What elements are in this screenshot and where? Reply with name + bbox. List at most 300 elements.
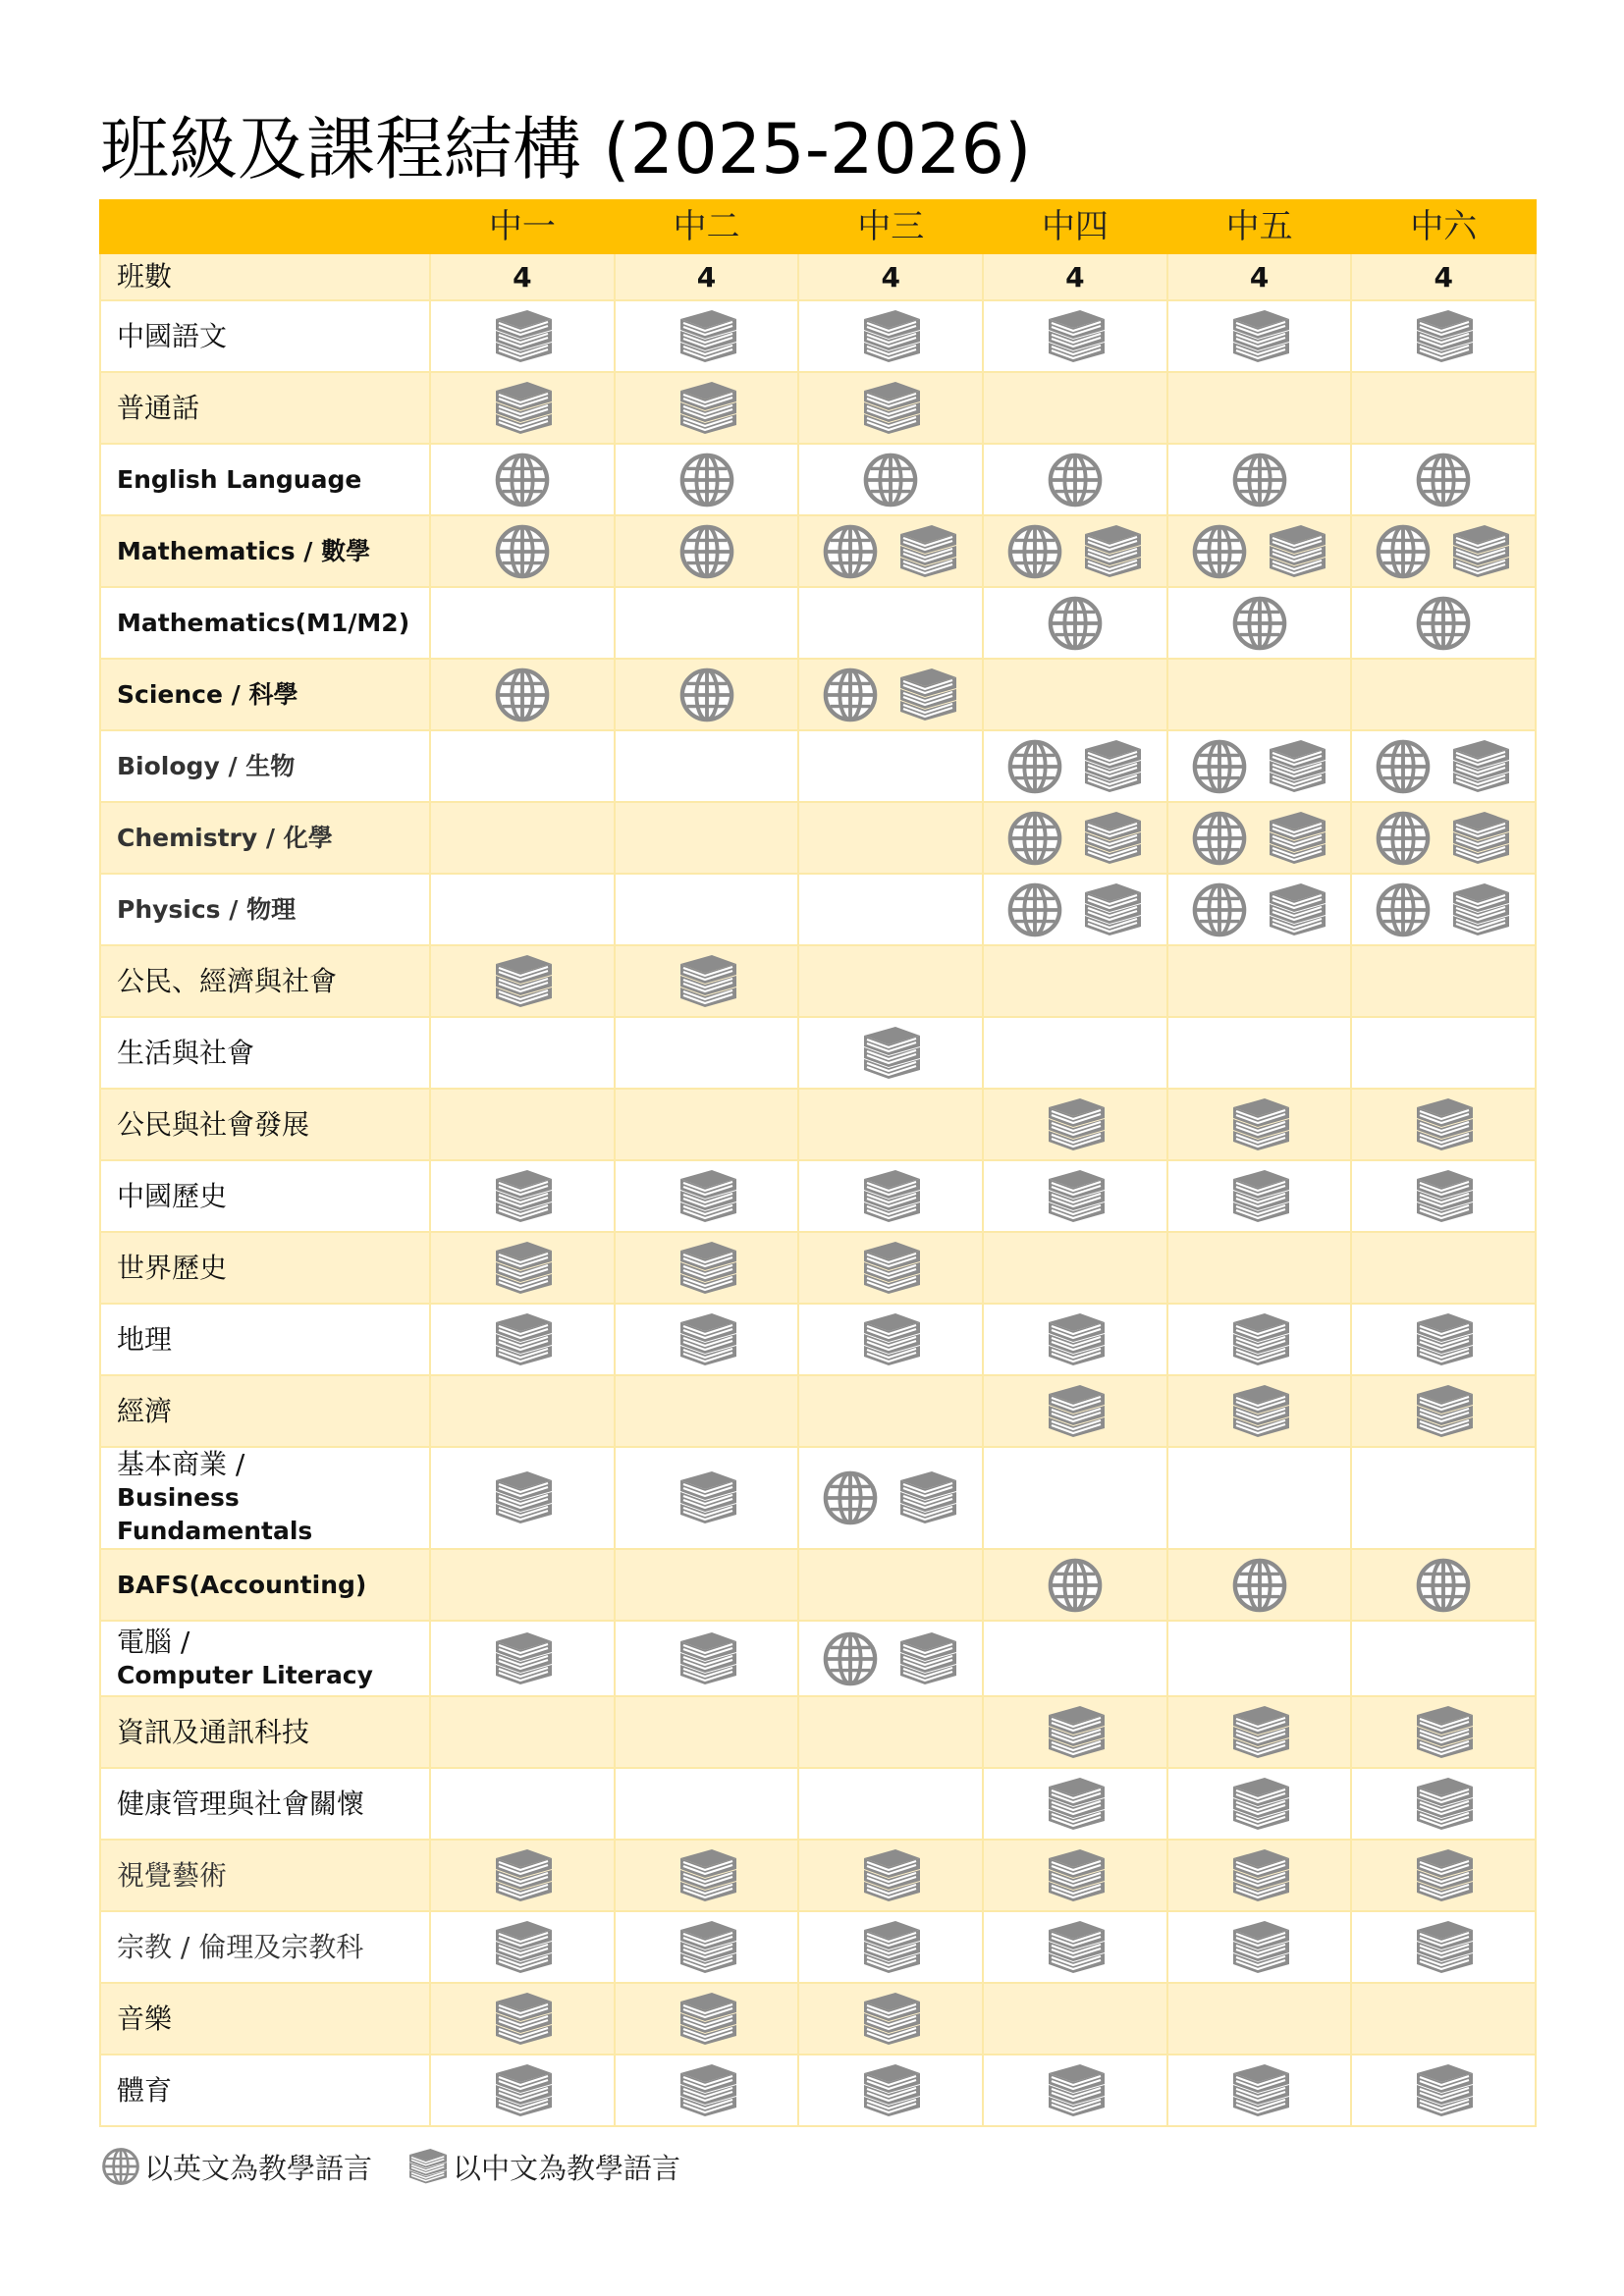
- subject-cell: [1351, 802, 1536, 874]
- books-icon: [894, 1468, 959, 1527]
- subject-cell: [615, 1696, 799, 1768]
- subject-cell: [798, 1375, 983, 1447]
- books-icon: [675, 1239, 739, 1298]
- globe-icon: [822, 1630, 879, 1687]
- subject-cell: [615, 1375, 799, 1447]
- subject-label: [100, 300, 430, 372]
- globe-icon: [1006, 810, 1063, 867]
- globe-icon: [1375, 881, 1432, 938]
- subject-cell: [798, 802, 983, 874]
- books-icon: [1227, 1918, 1292, 1977]
- subject-cell: [1351, 1911, 1536, 1983]
- subject-label: [100, 945, 430, 1017]
- subject-cell: [798, 2055, 983, 2126]
- subject-cell: [1167, 1160, 1352, 1232]
- subject-name: 宗教 / 倫理及宗教科: [117, 1930, 364, 1963]
- subject-cell: [1167, 1911, 1352, 1983]
- subject-cell: [615, 1983, 799, 2055]
- books-icon: [675, 1310, 739, 1369]
- subject-cell: [983, 2055, 1167, 2126]
- class-count-value: 4: [615, 253, 799, 300]
- books-icon: [675, 1846, 739, 1905]
- subject-name: 生活與社會: [117, 1036, 255, 1069]
- books-icon: [858, 2061, 923, 2120]
- subject-cell: [1351, 1621, 1536, 1696]
- globe-icon: [1231, 452, 1288, 508]
- subject-cell: [983, 1089, 1167, 1160]
- globe-icon: [822, 667, 879, 723]
- books-icon: [490, 379, 555, 438]
- globe-icon: [678, 523, 735, 580]
- grade-header: 中一: [430, 200, 615, 253]
- subject-name: 視覺藝術: [117, 1858, 228, 1892]
- subject-row: [100, 874, 1536, 945]
- subject-cell: [430, 1232, 615, 1304]
- globe-icon: [1191, 738, 1248, 795]
- subject-cell: [983, 659, 1167, 730]
- globe-icon: [494, 523, 551, 580]
- books-icon: [858, 1846, 923, 1905]
- class-count-value: 4: [798, 253, 983, 300]
- subject-cell: [983, 874, 1167, 945]
- header-corner: [100, 200, 430, 253]
- subject-cell: [798, 945, 983, 1017]
- books-icon: [1447, 809, 1512, 868]
- books-icon: [675, 952, 739, 1011]
- subject-cell: [615, 300, 799, 372]
- subject-name-english: Computer Literacy: [117, 1660, 373, 1689]
- subject-cell: [615, 1232, 799, 1304]
- subject-cell: [615, 1840, 799, 1911]
- books-icon: [1079, 522, 1144, 581]
- books-icon: [1227, 1775, 1292, 1834]
- page-title: 班級及課程結構 (2025-2026): [100, 109, 1032, 189]
- subject-row: [100, 1160, 1536, 1232]
- subject-cell: [983, 945, 1167, 1017]
- books-icon: [1079, 737, 1144, 796]
- subject-cell: [615, 1304, 799, 1375]
- subject-cell: [430, 1375, 615, 1447]
- subject-cell: [798, 1304, 983, 1375]
- subject-cell: [430, 945, 615, 1017]
- grade-header: 中二: [615, 200, 799, 253]
- books-icon: [1227, 1382, 1292, 1441]
- legend-english: [101, 2147, 372, 2187]
- subject-cell: [983, 444, 1167, 515]
- subject-cell: [1351, 1089, 1536, 1160]
- subject-row: [100, 1232, 1536, 1304]
- subject-cell: [1167, 587, 1352, 659]
- books-icon: [1227, 1167, 1292, 1226]
- subject-row: [100, 587, 1536, 659]
- subject-cell: [1351, 1983, 1536, 2055]
- subject-label: [100, 1304, 430, 1375]
- subject-cell: [430, 2055, 615, 2126]
- subject-cell: [430, 802, 615, 874]
- subject-cell: [430, 1983, 615, 2055]
- subject-cell: [798, 515, 983, 587]
- subject-name: Science / 科學: [117, 679, 298, 709]
- subject-row: [100, 659, 1536, 730]
- globe-icon: [1415, 1557, 1472, 1614]
- subject-row: [100, 1017, 1536, 1089]
- books-icon: [675, 2061, 739, 2120]
- subject-cell: [1351, 1696, 1536, 1768]
- books-icon: [1227, 2061, 1292, 2120]
- subject-label: [100, 1375, 430, 1447]
- subject-cell: [983, 1304, 1167, 1375]
- subject-row: [100, 1696, 1536, 1768]
- books-icon: [1411, 307, 1476, 366]
- subject-cell: [430, 1089, 615, 1160]
- subject-row: [100, 444, 1536, 515]
- books-icon: [675, 1918, 739, 1977]
- subject-cell: [983, 1549, 1167, 1621]
- books-icon: [1227, 1846, 1292, 1905]
- books-icon: [1264, 522, 1328, 581]
- subject-cell: [615, 1621, 799, 1696]
- books-icon: [1264, 737, 1328, 796]
- grade-header: 中六: [1351, 200, 1536, 253]
- books-icon: [1411, 1846, 1476, 1905]
- subject-cell: [1167, 874, 1352, 945]
- subject-cell: [430, 444, 615, 515]
- subject-cell: [615, 587, 799, 659]
- subject-name: 普通話: [117, 391, 200, 424]
- subject-name: 世界歷史: [117, 1251, 228, 1284]
- globe-icon: [1375, 523, 1432, 580]
- subject-cell: [615, 802, 799, 874]
- legend-chinese: [406, 2147, 680, 2187]
- globe-icon: [862, 452, 919, 508]
- subject-cell: [1167, 659, 1352, 730]
- subject-cell: [1167, 2055, 1352, 2126]
- subject-cell: [1167, 730, 1352, 802]
- books-icon: [1043, 1846, 1108, 1905]
- subject-cell: [1351, 1549, 1536, 1621]
- subject-name: Biology / 生物: [117, 751, 296, 780]
- subject-cell: [615, 1160, 799, 1232]
- subject-name: Mathematics(M1/M2): [117, 608, 410, 637]
- subject-cell: [983, 1160, 1167, 1232]
- class-count-value: 4: [983, 253, 1167, 300]
- subject-cell: [983, 730, 1167, 802]
- class-count-label: 班數: [100, 253, 430, 300]
- subject-label: [100, 515, 430, 587]
- subject-cell: [1351, 1840, 1536, 1911]
- subject-cell: [1351, 1304, 1536, 1375]
- subject-label: [100, 1447, 430, 1549]
- books-icon: [858, 307, 923, 366]
- books-icon: [490, 1468, 555, 1527]
- globe-icon: [1415, 595, 1472, 652]
- subject-cell: [1167, 1768, 1352, 1840]
- subject-cell: [1351, 587, 1536, 659]
- globe-icon: [1231, 595, 1288, 652]
- globe-icon: [1006, 881, 1063, 938]
- subject-cell: [615, 2055, 799, 2126]
- books-icon: [1043, 1382, 1108, 1441]
- subject-cell: [983, 1621, 1167, 1696]
- subject-cell: [1351, 659, 1536, 730]
- books-icon: [1227, 1095, 1292, 1154]
- subject-cell: [615, 1017, 799, 1089]
- globe-icon: [1191, 881, 1248, 938]
- subject-label: [100, 1549, 430, 1621]
- subject-cell: [430, 659, 615, 730]
- subject-cell: [983, 372, 1167, 444]
- subject-cell: [798, 1017, 983, 1089]
- subject-label: [100, 2055, 430, 2126]
- subject-cell: [1167, 1840, 1352, 1911]
- globe-icon: [1191, 523, 1248, 580]
- subject-name: Physics / 物理: [117, 894, 297, 924]
- subject-name-english: Business Fundamentals: [117, 1483, 313, 1545]
- subject-label: [100, 1911, 430, 1983]
- globe-icon: [678, 452, 735, 508]
- books-icon: [1411, 1775, 1476, 1834]
- globe-icon: [1231, 1557, 1288, 1614]
- subject-cell: [615, 1089, 799, 1160]
- books-icon: [675, 1990, 739, 2049]
- subject-cell: [1167, 515, 1352, 587]
- books-icon: [1411, 1310, 1476, 1369]
- subject-name: 中國歷史: [117, 1179, 228, 1212]
- subject-cell: [983, 515, 1167, 587]
- subject-name: 中國語文: [117, 319, 228, 352]
- subject-cell: [1167, 1017, 1352, 1089]
- legend: [101, 2142, 714, 2191]
- subject-label: [100, 659, 430, 730]
- subject-cell: [1167, 1089, 1352, 1160]
- subject-row: [100, 1447, 1536, 1549]
- subject-cell: [615, 1447, 799, 1549]
- subject-cell: [1167, 802, 1352, 874]
- subject-cell: [1351, 730, 1536, 802]
- subject-cell: [1167, 1304, 1352, 1375]
- subject-cell: [983, 1768, 1167, 1840]
- books-icon: [406, 2147, 449, 2186]
- subject-name: 體育: [117, 2073, 173, 2107]
- books-icon: [858, 1239, 923, 1298]
- books-icon: [858, 1024, 923, 1083]
- subject-cell: [1167, 1983, 1352, 2055]
- subject-label: [100, 372, 430, 444]
- subject-cell: [983, 1911, 1167, 1983]
- subject-cell: [798, 1549, 983, 1621]
- subject-cell: [1167, 444, 1352, 515]
- subject-cell: [798, 1232, 983, 1304]
- grade-header: 中五: [1167, 200, 1352, 253]
- globe-icon: [822, 523, 879, 580]
- globe-icon: [494, 452, 551, 508]
- subject-cell: [1167, 1447, 1352, 1549]
- subject-cell: [1167, 1232, 1352, 1304]
- grade-header: 中三: [798, 200, 983, 253]
- books-icon: [894, 666, 959, 724]
- grade-header: 中四: [983, 200, 1167, 253]
- subject-name: Mathematics / 數學: [117, 536, 371, 565]
- subject-cell: [430, 515, 615, 587]
- curriculum-table: [99, 199, 1537, 2127]
- subject-cell: [798, 1983, 983, 2055]
- subject-cell: [798, 1840, 983, 1911]
- books-icon: [675, 1629, 739, 1688]
- subject-cell: [1351, 1375, 1536, 1447]
- subject-cell: [798, 300, 983, 372]
- subject-name: BAFS(Accounting): [117, 1570, 367, 1599]
- books-icon: [1043, 1775, 1108, 1834]
- books-icon: [1043, 307, 1108, 366]
- subject-label: [100, 1017, 430, 1089]
- class-count-value: 4: [430, 253, 615, 300]
- books-icon: [858, 1167, 923, 1226]
- subject-cell: [430, 1696, 615, 1768]
- books-icon: [1227, 1310, 1292, 1369]
- subject-cell: [798, 1089, 983, 1160]
- subject-row: [100, 802, 1536, 874]
- subject-cell: [430, 1621, 615, 1696]
- subject-cell: [1351, 444, 1536, 515]
- subject-cell: [430, 730, 615, 802]
- subject-cell: [1351, 1017, 1536, 1089]
- globe-icon: [101, 2147, 140, 2186]
- subject-cell: [615, 945, 799, 1017]
- books-icon: [858, 1990, 923, 2049]
- subject-name: 電腦 /: [117, 1625, 190, 1658]
- subject-cell: [983, 300, 1167, 372]
- globe-icon: [494, 667, 551, 723]
- books-icon: [490, 1918, 555, 1977]
- books-icon: [1447, 522, 1512, 581]
- books-icon: [675, 1468, 739, 1527]
- books-icon: [1411, 1382, 1476, 1441]
- subject-cell: [615, 515, 799, 587]
- subject-cell: [983, 1017, 1167, 1089]
- globe-icon: [1415, 452, 1472, 508]
- books-icon: [490, 1846, 555, 1905]
- subject-name: 基本商業 /: [117, 1448, 245, 1480]
- subject-cell: [1351, 1160, 1536, 1232]
- subject-cell: [1167, 372, 1352, 444]
- subject-cell: [1167, 945, 1352, 1017]
- books-icon: [1079, 881, 1144, 939]
- subject-row: [100, 1549, 1536, 1621]
- subject-cell: [798, 372, 983, 444]
- class-count-row: [100, 253, 1536, 300]
- subject-cell: [430, 1840, 615, 1911]
- subject-cell: [615, 1911, 799, 1983]
- subject-cell: [798, 1696, 983, 1768]
- subject-row: [100, 1375, 1536, 1447]
- legend-english-label: 以英文為教學語言: [144, 2151, 373, 2185]
- subject-name: 公民、經濟與社會: [117, 964, 338, 997]
- subject-name: Chemistry / 化學: [117, 823, 333, 852]
- subject-row: [100, 945, 1536, 1017]
- subject-cell: [615, 1768, 799, 1840]
- subject-cell: [1351, 2055, 1536, 2126]
- subject-cell: [1167, 1375, 1352, 1447]
- class-count-value: 4: [1167, 253, 1352, 300]
- subject-cell: [1351, 372, 1536, 444]
- subject-cell: [430, 1160, 615, 1232]
- books-icon: [1043, 1310, 1108, 1369]
- books-icon: [1079, 809, 1144, 868]
- subject-row: [100, 2055, 1536, 2126]
- globe-icon: [1375, 810, 1432, 867]
- legend-chinese-label: 以中文為教學語言: [453, 2151, 681, 2185]
- books-icon: [858, 1918, 923, 1977]
- subject-row: [100, 1089, 1536, 1160]
- subject-cell: [615, 874, 799, 945]
- books-icon: [490, 1239, 555, 1298]
- subject-cell: [615, 372, 799, 444]
- subject-cell: [983, 1232, 1167, 1304]
- books-icon: [1411, 1918, 1476, 1977]
- subject-cell: [430, 1304, 615, 1375]
- books-icon: [894, 1629, 959, 1688]
- subject-cell: [430, 1017, 615, 1089]
- subject-name: 地理: [117, 1322, 173, 1356]
- subject-cell: [1351, 874, 1536, 945]
- subject-label: [100, 1621, 430, 1696]
- subject-cell: [430, 587, 615, 659]
- subject-cell: [430, 1549, 615, 1621]
- subject-cell: [1351, 1447, 1536, 1549]
- globe-icon: [1191, 810, 1248, 867]
- subject-label: [100, 1696, 430, 1768]
- globe-icon: [1047, 1557, 1104, 1614]
- subject-row: [100, 515, 1536, 587]
- books-icon: [675, 307, 739, 366]
- subject-cell: [430, 1911, 615, 1983]
- subject-label: [100, 1983, 430, 2055]
- books-icon: [1411, 1095, 1476, 1154]
- books-icon: [1043, 1167, 1108, 1226]
- subject-cell: [1351, 945, 1536, 1017]
- subject-label: [100, 1089, 430, 1160]
- subject-label: [100, 1840, 430, 1911]
- subject-label: [100, 1160, 430, 1232]
- subject-name: 經濟: [117, 1394, 173, 1427]
- globe-icon: [1006, 738, 1063, 795]
- subject-cell: [615, 444, 799, 515]
- books-icon: [675, 379, 739, 438]
- books-icon: [490, 307, 555, 366]
- subject-cell: [798, 1768, 983, 1840]
- books-icon: [858, 379, 923, 438]
- subject-cell: [983, 1983, 1167, 2055]
- books-icon: [1411, 1167, 1476, 1226]
- subject-row: [100, 1621, 1536, 1696]
- subject-row: [100, 300, 1536, 372]
- subject-cell: [615, 659, 799, 730]
- subject-cell: [798, 730, 983, 802]
- subject-cell: [798, 1447, 983, 1549]
- subject-cell: [430, 372, 615, 444]
- subject-cell: [983, 587, 1167, 659]
- subject-cell: [615, 730, 799, 802]
- subject-cell: [430, 1447, 615, 1549]
- books-icon: [675, 1167, 739, 1226]
- subject-label: [100, 730, 430, 802]
- globe-icon: [822, 1469, 879, 1526]
- subject-cell: [430, 300, 615, 372]
- subject-cell: [1351, 515, 1536, 587]
- books-icon: [1264, 809, 1328, 868]
- subject-cell: [983, 1696, 1167, 1768]
- subject-cell: [615, 1549, 799, 1621]
